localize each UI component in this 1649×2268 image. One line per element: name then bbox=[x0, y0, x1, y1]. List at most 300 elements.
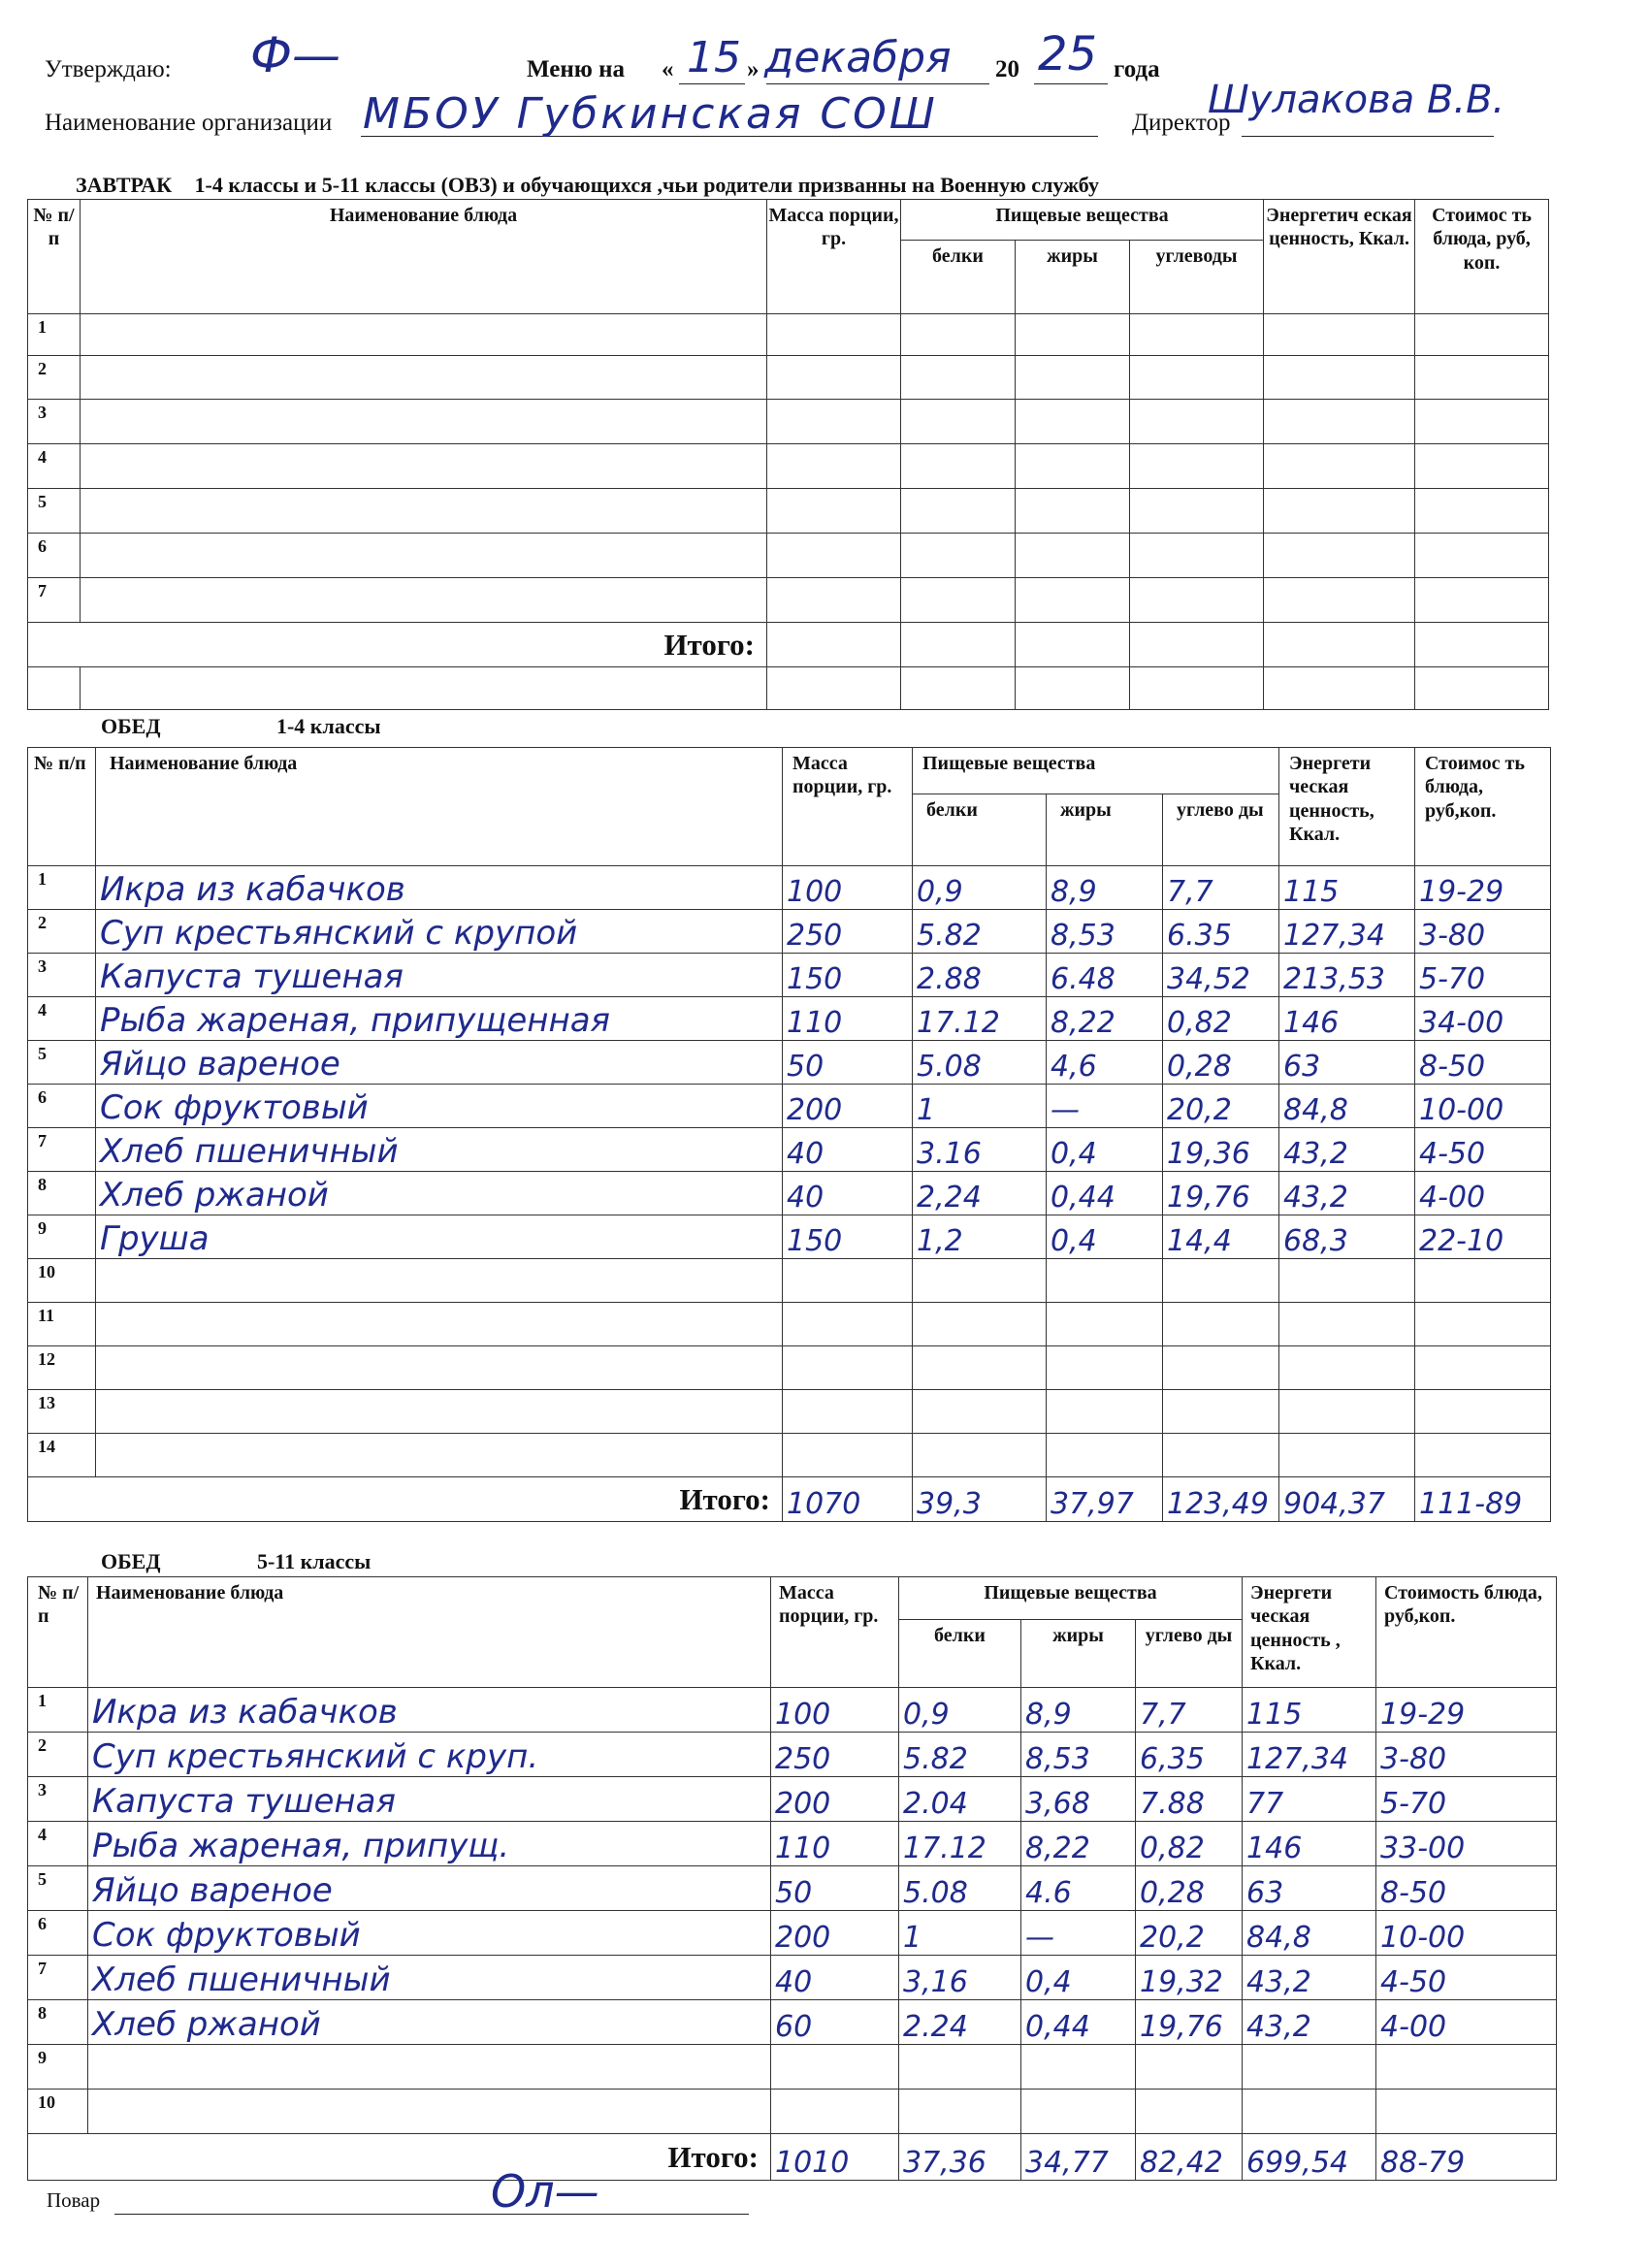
dish-fat bbox=[1047, 1346, 1163, 1390]
dish-carbs: 14,4 bbox=[1163, 1215, 1279, 1259]
total-row bbox=[28, 623, 1549, 667]
dish-fat: 0,44 bbox=[1021, 2000, 1136, 2045]
col-number-header: № п/п bbox=[28, 748, 96, 866]
approve-signature: Ф— bbox=[250, 27, 341, 83]
dish-protein bbox=[899, 2045, 1021, 2090]
dish-cost bbox=[1415, 1346, 1551, 1390]
dish-cost: 3-80 bbox=[1415, 910, 1551, 954]
dish-mass: 150 bbox=[783, 1215, 913, 1259]
dish-fat: 8,22 bbox=[1047, 997, 1163, 1041]
lunch1-body bbox=[28, 866, 1551, 1477]
dish-mass: 60 bbox=[771, 2000, 899, 2045]
dish-name: Яйцо вареное bbox=[96, 1041, 783, 1085]
dish-cost: 4-00 bbox=[1415, 1172, 1551, 1215]
menu-year: 25 bbox=[1038, 27, 1098, 81]
dish-name: Хлеб пшеничный bbox=[96, 1128, 783, 1172]
total-mass: 1070 bbox=[783, 1477, 913, 1522]
dish-mass: 40 bbox=[771, 1956, 899, 2000]
dish-energy: 63 bbox=[1279, 1041, 1415, 1085]
dish-fat: 8,9 bbox=[1021, 1688, 1136, 1733]
dish-energy bbox=[1279, 1259, 1415, 1303]
table-row bbox=[28, 1434, 1551, 1477]
row-number: 6 bbox=[28, 1085, 96, 1128]
col-energy-header: Энергети ческая ценность, Ккал. bbox=[1279, 748, 1415, 866]
total-label: Итого: bbox=[28, 2134, 771, 2181]
dish-fat: 4.6 bbox=[1021, 1866, 1136, 1911]
dish-name: Рыба жареная, припущенная bbox=[96, 997, 783, 1041]
dish-carbs bbox=[1163, 1434, 1279, 1477]
dish-cost bbox=[1415, 1434, 1551, 1477]
dish-cost: 10-00 bbox=[1415, 1085, 1551, 1128]
lunch1-table bbox=[27, 747, 1551, 1522]
dish-energy bbox=[1279, 1303, 1415, 1346]
row-number: 7 bbox=[28, 1956, 88, 2000]
table-row: 7 bbox=[28, 578, 1549, 623]
dish-mass: 100 bbox=[783, 866, 913, 910]
dish-cost: 19-29 bbox=[1376, 1688, 1557, 1733]
dish-protein bbox=[913, 1303, 1047, 1346]
dish-cost: 3-80 bbox=[1376, 1733, 1557, 1777]
dish-energy: 43,2 bbox=[1279, 1128, 1415, 1172]
dish-mass: 110 bbox=[771, 1822, 899, 1866]
org-label: Наименование организации bbox=[45, 110, 333, 136]
row-number: 1 bbox=[28, 1688, 88, 1733]
total-carbs: 82,42 bbox=[1136, 2134, 1243, 2181]
dish-protein: 5.82 bbox=[913, 910, 1047, 954]
row-number: 3 bbox=[28, 954, 96, 997]
dish-energy: 146 bbox=[1279, 997, 1415, 1041]
table-row bbox=[28, 2090, 1557, 2134]
table-row: 1 bbox=[28, 314, 1549, 356]
table-row: 3 bbox=[28, 400, 1549, 444]
year-underline bbox=[1034, 83, 1108, 84]
dish-mass: 40 bbox=[783, 1172, 913, 1215]
col-number-header: № п/ п bbox=[28, 200, 81, 314]
dish-fat: — bbox=[1047, 1085, 1163, 1128]
dish-fat: 8,53 bbox=[1047, 910, 1163, 954]
dish-energy bbox=[1243, 2045, 1376, 2090]
table-row: 2 bbox=[28, 356, 1549, 400]
dish-name: Груша bbox=[96, 1215, 783, 1259]
table-row bbox=[28, 1866, 1557, 1911]
row-number: 8 bbox=[28, 1172, 96, 1215]
dish-carbs: 34,52 bbox=[1163, 954, 1279, 997]
dish-name: Капуста тушеная bbox=[88, 1777, 771, 1822]
dish-mass bbox=[783, 1259, 913, 1303]
dish-name: Суп крестьянский с крупой bbox=[96, 910, 783, 954]
dish-energy: 43,2 bbox=[1279, 1172, 1415, 1215]
dish-cost: 8-50 bbox=[1415, 1041, 1551, 1085]
dish-energy: 127,34 bbox=[1243, 1733, 1376, 1777]
dish-mass: 200 bbox=[771, 1911, 899, 1956]
row-number: 9 bbox=[28, 2045, 88, 2090]
dish-energy: 43,2 bbox=[1243, 2000, 1376, 2045]
dish-protein: 1 bbox=[913, 1085, 1047, 1128]
table-row bbox=[28, 1041, 1551, 1085]
dish-fat: 8,9 bbox=[1047, 866, 1163, 910]
total-carbs: 123,49 bbox=[1163, 1477, 1279, 1522]
dish-cost: 34-00 bbox=[1415, 997, 1551, 1041]
dish-cost: 4-50 bbox=[1415, 1128, 1551, 1172]
lunch2-section-title bbox=[101, 1549, 371, 1574]
dish-fat bbox=[1047, 1390, 1163, 1434]
dish-mass: 250 bbox=[783, 910, 913, 954]
dish-cost bbox=[1376, 2090, 1557, 2134]
total-protein: 37,36 bbox=[899, 2134, 1021, 2181]
dish-fat: 4,6 bbox=[1047, 1041, 1163, 1085]
dish-name bbox=[96, 1303, 783, 1346]
dish-energy: 63 bbox=[1243, 1866, 1376, 1911]
table-row bbox=[28, 1259, 1551, 1303]
dish-carbs: 0,82 bbox=[1163, 997, 1279, 1041]
dish-mass bbox=[771, 2090, 899, 2134]
cook-signature: Ол— bbox=[491, 2165, 599, 2218]
row-number: 10 bbox=[28, 2090, 88, 2134]
lunch1-title: ОБЕД bbox=[101, 714, 161, 738]
dish-protein bbox=[913, 1390, 1047, 1434]
col-carbs-header: углево ды bbox=[1163, 794, 1279, 866]
table-row bbox=[28, 1346, 1551, 1390]
dish-protein: 2,24 bbox=[913, 1172, 1047, 1215]
dish-protein: 1,2 bbox=[913, 1215, 1047, 1259]
dish-protein bbox=[913, 1259, 1047, 1303]
dish-fat: 6.48 bbox=[1047, 954, 1163, 997]
total-mass: 1010 bbox=[771, 2134, 899, 2181]
col-cost-header: Стоимос ть блюда, руб, коп. bbox=[1415, 200, 1549, 314]
table-row bbox=[28, 1390, 1551, 1434]
cook-underline bbox=[114, 2214, 749, 2215]
row-number: 1 bbox=[28, 866, 96, 910]
dish-mass bbox=[783, 1390, 913, 1434]
total-energy: 904,37 bbox=[1279, 1477, 1415, 1522]
dish-energy: 146 bbox=[1243, 1822, 1376, 1866]
col-carbs-header: углево ды bbox=[1136, 1620, 1243, 1688]
col-energy-header: Энергети ческая ценность , Ккал. bbox=[1243, 1577, 1376, 1688]
dish-cost: 33-00 bbox=[1376, 1822, 1557, 1866]
dish-mass: 200 bbox=[771, 1777, 899, 1822]
col-nutrients-header: Пищевые вещества bbox=[913, 748, 1279, 794]
dish-fat: 0,44 bbox=[1047, 1172, 1163, 1215]
dish-energy: 77 bbox=[1243, 1777, 1376, 1822]
dish-energy: 43,2 bbox=[1243, 1956, 1376, 2000]
total-label: Итого: bbox=[28, 623, 767, 667]
total-row bbox=[28, 1477, 1551, 1522]
table-row: 4 bbox=[28, 444, 1549, 489]
dish-fat: 0,4 bbox=[1047, 1215, 1163, 1259]
total-protein: 39,3 bbox=[913, 1477, 1047, 1522]
dish-cost: 5-70 bbox=[1415, 954, 1551, 997]
table-row bbox=[28, 1172, 1551, 1215]
dish-name bbox=[96, 1346, 783, 1390]
dish-mass: 100 bbox=[771, 1688, 899, 1733]
row-number: 6 bbox=[28, 1911, 88, 1956]
dish-protein: 0,9 bbox=[913, 866, 1047, 910]
dish-protein: 17.12 bbox=[899, 1822, 1021, 1866]
dish-name bbox=[96, 1434, 783, 1477]
row-number: 5 bbox=[28, 1041, 96, 1085]
lunch2-subtitle: 5-11 классы bbox=[256, 1549, 372, 1573]
dish-energy: 115 bbox=[1243, 1688, 1376, 1733]
dish-energy bbox=[1243, 2090, 1376, 2134]
dish-energy: 68,3 bbox=[1279, 1215, 1415, 1259]
dish-mass: 110 bbox=[783, 997, 913, 1041]
col-nutrients-header: Пищевые вещества bbox=[899, 1577, 1243, 1620]
lunch1-subtitle: 1-4 классы bbox=[275, 714, 381, 738]
dish-fat bbox=[1047, 1259, 1163, 1303]
dish-carbs bbox=[1163, 1346, 1279, 1390]
total-fat: 37,97 bbox=[1047, 1477, 1163, 1522]
dish-carbs bbox=[1163, 1303, 1279, 1346]
dish-mass: 250 bbox=[771, 1733, 899, 1777]
dish-energy: 84,8 bbox=[1279, 1085, 1415, 1128]
dish-energy bbox=[1279, 1434, 1415, 1477]
col-cost-header: Стоимос ть блюда, руб,коп. bbox=[1415, 748, 1551, 866]
dish-name: Сок фруктовый bbox=[96, 1085, 783, 1128]
row-number: 4 bbox=[28, 997, 96, 1041]
total-row bbox=[28, 2134, 1557, 2181]
dish-mass bbox=[783, 1434, 913, 1477]
dish-protein: 2.88 bbox=[913, 954, 1047, 997]
dish-carbs: 19,32 bbox=[1136, 1956, 1243, 2000]
dish-name: Капуста тушеная bbox=[96, 954, 783, 997]
row-number: 5 bbox=[28, 1866, 88, 1911]
table-row bbox=[28, 1128, 1551, 1172]
year-prefix: 20 bbox=[995, 56, 1019, 82]
dish-name: Рыба жареная, припущ. bbox=[88, 1822, 771, 1866]
dish-protein: 17.12 bbox=[913, 997, 1047, 1041]
dish-name: Икра из кабачков bbox=[96, 866, 783, 910]
dish-mass: 50 bbox=[771, 1866, 899, 1911]
dish-name bbox=[96, 1259, 783, 1303]
table-row bbox=[28, 667, 1549, 710]
dish-cost: 5-70 bbox=[1376, 1777, 1557, 1822]
dish-carbs: 20,2 bbox=[1163, 1085, 1279, 1128]
dish-carbs: 19,36 bbox=[1163, 1128, 1279, 1172]
row-number: 13 bbox=[28, 1390, 96, 1434]
dish-protein: 0,9 bbox=[899, 1688, 1021, 1733]
row-number: 3 bbox=[28, 1777, 88, 1822]
dish-protein: 3,16 bbox=[899, 1956, 1021, 2000]
dish-protein: 2.24 bbox=[899, 2000, 1021, 2045]
table-row bbox=[28, 2000, 1557, 2045]
breakfast-title: ЗАВТРАК bbox=[76, 173, 173, 197]
dish-mass: 200 bbox=[783, 1085, 913, 1128]
menu-month: декабря bbox=[764, 33, 952, 82]
dish-carbs bbox=[1136, 2045, 1243, 2090]
approve-label: Утверждаю: bbox=[45, 56, 172, 82]
row-number: 2 bbox=[28, 1733, 88, 1777]
table-row bbox=[28, 954, 1551, 997]
col-mass-header: Масса порции, гр. bbox=[767, 200, 901, 314]
dish-cost: 10-00 bbox=[1376, 1911, 1557, 1956]
col-protein-header: белки bbox=[899, 1620, 1021, 1688]
col-protein-header: белки bbox=[901, 241, 1016, 314]
dish-carbs: 20,2 bbox=[1136, 1911, 1243, 1956]
dish-fat bbox=[1047, 1303, 1163, 1346]
dish-name: Хлеб ржаной bbox=[96, 1172, 783, 1215]
dish-name bbox=[96, 1390, 783, 1434]
col-name-header: Наименование блюда bbox=[96, 748, 783, 866]
quote-open: « bbox=[662, 56, 674, 82]
row-number: 11 bbox=[28, 1303, 96, 1346]
dish-fat: 3,68 bbox=[1021, 1777, 1136, 1822]
table-row bbox=[28, 1688, 1557, 1733]
dish-energy bbox=[1279, 1346, 1415, 1390]
dish-carbs: 19,76 bbox=[1163, 1172, 1279, 1215]
dish-protein: 5.82 bbox=[899, 1733, 1021, 1777]
table-row: 5 bbox=[28, 489, 1549, 534]
director-label: Директор bbox=[1132, 110, 1231, 136]
row-number: 7 bbox=[28, 1128, 96, 1172]
dish-cost: 19-29 bbox=[1415, 866, 1551, 910]
dish-name bbox=[88, 2090, 771, 2134]
table-row bbox=[28, 910, 1551, 954]
dish-energy: 213,53 bbox=[1279, 954, 1415, 997]
lunch2-body bbox=[28, 1688, 1557, 2134]
dish-protein: 5.08 bbox=[913, 1041, 1047, 1085]
col-mass-header: Масса порции, гр. bbox=[783, 748, 913, 866]
dish-protein: 3.16 bbox=[913, 1128, 1047, 1172]
dish-name bbox=[88, 2045, 771, 2090]
dish-carbs: 19,76 bbox=[1136, 2000, 1243, 2045]
dish-fat: 8,53 bbox=[1021, 1733, 1136, 1777]
breakfast-section-title bbox=[76, 173, 1099, 198]
row-number: 14 bbox=[28, 1434, 96, 1477]
total-energy: 699,54 bbox=[1243, 2134, 1376, 2181]
director-underline bbox=[1242, 136, 1494, 137]
dish-name: Суп крестьянский с круп. bbox=[88, 1733, 771, 1777]
menu-day: 15 bbox=[687, 33, 741, 82]
dish-name: Хлеб ржаной bbox=[88, 2000, 771, 2045]
table-row bbox=[28, 2045, 1557, 2090]
dish-carbs bbox=[1136, 2090, 1243, 2134]
dish-protein bbox=[913, 1434, 1047, 1477]
row-number: 4 bbox=[28, 1822, 88, 1866]
dish-protein: 2.04 bbox=[899, 1777, 1021, 1822]
col-fat-header: жиры bbox=[1047, 794, 1163, 866]
col-fat-header: жиры bbox=[1016, 241, 1130, 314]
dish-name: Яйцо вареное bbox=[88, 1866, 771, 1911]
dish-fat: 0,4 bbox=[1047, 1128, 1163, 1172]
row-number: 9 bbox=[28, 1215, 96, 1259]
col-energy-header: Энергетич еская ценность, Ккал. bbox=[1264, 200, 1415, 314]
col-protein-header: белки bbox=[913, 794, 1047, 866]
dish-cost: 22-10 bbox=[1415, 1215, 1551, 1259]
dish-carbs: 7,7 bbox=[1136, 1688, 1243, 1733]
col-number-header: № п/ п bbox=[28, 1577, 88, 1688]
lunch1-section-title bbox=[101, 714, 381, 739]
total-fat: 34,77 bbox=[1021, 2134, 1136, 2181]
org-value: МБОУ Губкинская СОШ bbox=[363, 89, 938, 139]
dish-energy: 127,34 bbox=[1279, 910, 1415, 954]
dish-cost: 8-50 bbox=[1376, 1866, 1557, 1911]
dish-carbs: 0,28 bbox=[1163, 1041, 1279, 1085]
lunch2-title: ОБЕД bbox=[101, 1549, 161, 1573]
dish-carbs: 0,28 bbox=[1136, 1866, 1243, 1911]
dish-name: Сок фруктовый bbox=[88, 1911, 771, 1956]
dish-energy bbox=[1279, 1390, 1415, 1434]
dish-protein: 5.08 bbox=[899, 1866, 1021, 1911]
total-label: Итого: bbox=[28, 1477, 783, 1522]
dish-mass bbox=[783, 1303, 913, 1346]
lunch2-table bbox=[27, 1576, 1557, 2181]
dish-fat bbox=[1021, 2045, 1136, 2090]
dish-protein bbox=[899, 2090, 1021, 2134]
dish-fat: 8,22 bbox=[1021, 1822, 1136, 1866]
dish-name: Хлеб пшеничный bbox=[88, 1956, 771, 2000]
col-mass-header: Масса порции, гр. bbox=[771, 1577, 899, 1688]
breakfast-table bbox=[27, 199, 1549, 710]
dish-carbs: 7.88 bbox=[1136, 1777, 1243, 1822]
dish-carbs bbox=[1163, 1259, 1279, 1303]
total-cost: 111-89 bbox=[1415, 1477, 1551, 1522]
table-row bbox=[28, 1956, 1557, 2000]
dish-protein: 1 bbox=[899, 1911, 1021, 1956]
dish-cost: 4-00 bbox=[1376, 2000, 1557, 2045]
dish-cost: 4-50 bbox=[1376, 1956, 1557, 2000]
row-number: 8 bbox=[28, 2000, 88, 2045]
day-underline bbox=[679, 83, 745, 84]
col-name-header: Наименование блюда bbox=[88, 1577, 771, 1688]
dish-mass bbox=[783, 1346, 913, 1390]
total-cost: 88-79 bbox=[1376, 2134, 1557, 2181]
month-underline bbox=[766, 83, 989, 84]
table-row bbox=[28, 1777, 1557, 1822]
year-word: года bbox=[1114, 56, 1160, 82]
row-number: 10 bbox=[28, 1259, 96, 1303]
dish-carbs: 7,7 bbox=[1163, 866, 1279, 910]
col-fat-header: жиры bbox=[1021, 1620, 1136, 1688]
dish-energy: 84,8 bbox=[1243, 1911, 1376, 1956]
table-row bbox=[28, 1085, 1551, 1128]
dish-fat: — bbox=[1021, 1911, 1136, 1956]
table-row bbox=[28, 866, 1551, 910]
col-nutrients-header: Пищевые вещества bbox=[901, 200, 1264, 241]
table-row: 6 bbox=[28, 534, 1549, 578]
col-cost-header: Стоимость блюда, руб,коп. bbox=[1376, 1577, 1557, 1688]
dish-carbs: 0,82 bbox=[1136, 1822, 1243, 1866]
quote-close: » bbox=[747, 56, 760, 82]
col-carbs-header: углеводы bbox=[1130, 241, 1264, 314]
col-name-header: Наименование блюда bbox=[81, 200, 767, 314]
dish-mass: 40 bbox=[783, 1128, 913, 1172]
table-row bbox=[28, 1303, 1551, 1346]
table-row bbox=[28, 1822, 1557, 1866]
table-row bbox=[28, 1733, 1557, 1777]
dish-cost bbox=[1415, 1259, 1551, 1303]
dish-energy: 115 bbox=[1279, 866, 1415, 910]
dish-name: Икра из кабачков bbox=[88, 1688, 771, 1733]
table-row bbox=[28, 1215, 1551, 1259]
table-row bbox=[28, 1911, 1557, 1956]
dish-carbs: 6.35 bbox=[1163, 910, 1279, 954]
breakfast-subtitle: 1-4 классы и 5-11 классы (ОВЗ) и обучающихся ,чьи родители призванны на Военную службу bbox=[194, 173, 1099, 197]
dish-carbs: 6,35 bbox=[1136, 1733, 1243, 1777]
dish-carbs bbox=[1163, 1390, 1279, 1434]
dish-cost bbox=[1415, 1303, 1551, 1346]
dish-fat: 0,4 bbox=[1021, 1956, 1136, 2000]
dish-mass: 50 bbox=[783, 1041, 913, 1085]
dish-mass: 150 bbox=[783, 954, 913, 997]
row-number: 12 bbox=[28, 1346, 96, 1390]
menu-label: Меню на bbox=[527, 56, 626, 82]
dish-fat bbox=[1021, 2090, 1136, 2134]
cook-label: Повар bbox=[47, 2188, 101, 2212]
director-signature: Шулакова В.В. bbox=[1208, 78, 1505, 122]
dish-fat bbox=[1047, 1434, 1163, 1477]
row-number: 2 bbox=[28, 910, 96, 954]
dish-cost bbox=[1376, 2045, 1557, 2090]
